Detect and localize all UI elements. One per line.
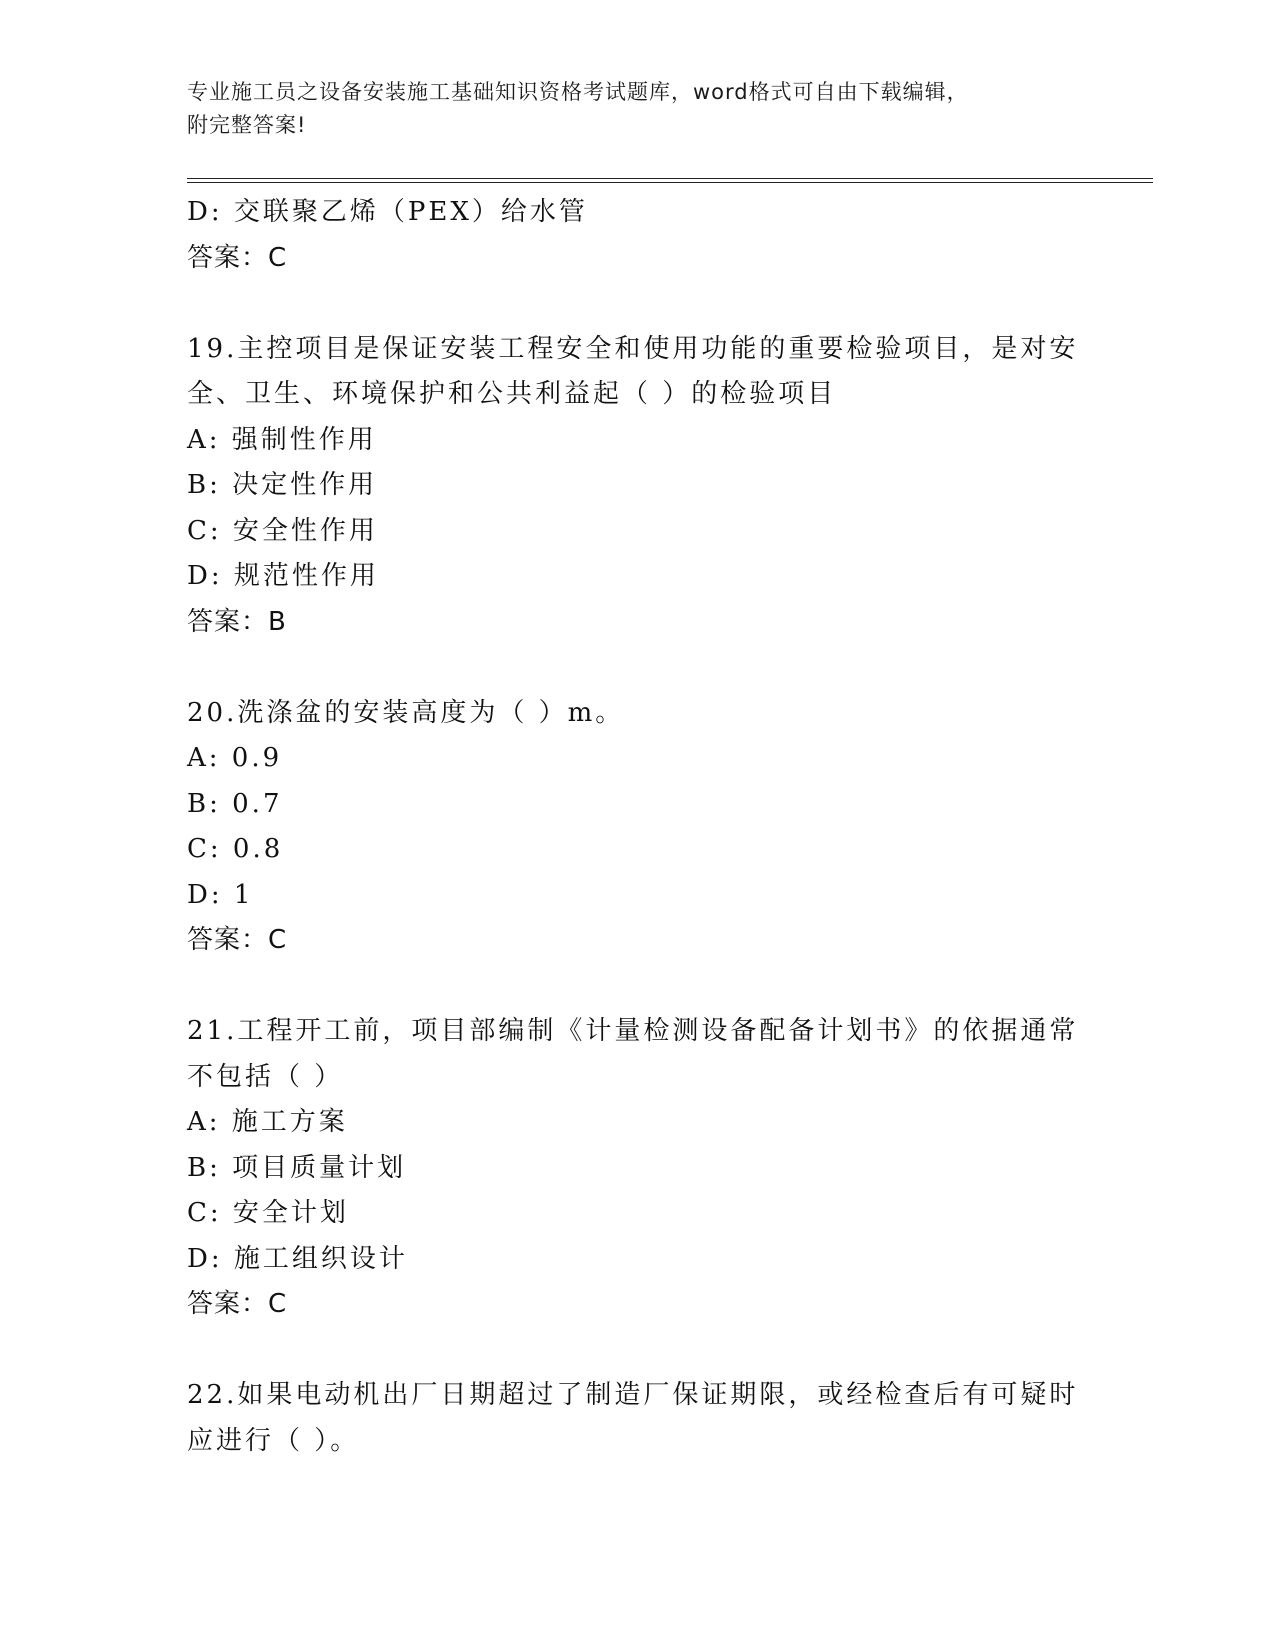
question-20-answer: 答案：C — [187, 925, 288, 955]
question-22-stem-line-2: 应进行（ ）。 — [187, 1425, 360, 1456]
question-19-stem-line-1: 19.主控项目是保证安装工程安全和使用功能的重要检验项目，是对安 — [187, 333, 1079, 364]
question-21-option-c: C: 安全计划 — [187, 1198, 349, 1228]
spacer — [187, 964, 1087, 1010]
document-header-note — [187, 76, 1087, 142]
question-19-option-a: A: 强制性作用 — [187, 424, 377, 455]
question-22-stem-line-1: 22.如果电动机出厂日期超过了制造厂保证期限，或经检查后有可疑时 — [187, 1380, 1079, 1410]
question-19-option-d: D: 规范性作用 — [187, 561, 379, 591]
question-19-option-b: B: 决定性作用 — [187, 470, 378, 500]
question-19 — [187, 327, 1087, 646]
question-21-stem-line-2: 不包括（ ） — [187, 1061, 344, 1092]
question-20-option-c: C: 0.8 — [187, 834, 284, 864]
question-20-option-b: B: 0.7 — [187, 788, 283, 819]
question-19-stem-line-2: 全、卫生、环境保护和公共利益起（ ）的检验项目 — [187, 379, 837, 409]
question-21-option-b: B: 项目质量计划 — [187, 1152, 407, 1183]
question-19-answer: 答案：B — [187, 606, 287, 637]
question-20-option-d: D: 1 — [187, 879, 254, 910]
question-21-option-d: D: 施工组织设计 — [187, 1243, 408, 1274]
spacer — [187, 281, 1087, 327]
question-list — [187, 190, 1087, 1464]
question-21-answer: 答案：C — [187, 1289, 288, 1319]
spacer — [187, 645, 1087, 691]
question-19-option-c: C: 安全性作用 — [187, 515, 378, 546]
header-line-1: 专业施工员之设备安装施工基础知识资格考试题库，word格式可自由下载编辑， — [187, 80, 969, 104]
prev-answer: 答案：C — [187, 242, 288, 273]
question-21-option-a: A: 施工方案 — [187, 1107, 348, 1137]
header-divider — [187, 178, 1153, 183]
question-22 — [187, 1373, 1087, 1464]
question-20 — [187, 691, 1087, 964]
spacer — [187, 1328, 1087, 1374]
question-21-stem-line-1: 21.工程开工前，项目部编制《计量检测设备配备计划书》的依据通常 — [187, 1016, 1079, 1046]
question-21 — [187, 1009, 1087, 1328]
header-line-2: 附完整答案! — [187, 113, 307, 137]
question-20-option-a: A: 0.9 — [187, 743, 283, 773]
question-20-stem-line-1: 20.洗涤盆的安装高度为（ ）m。 — [187, 697, 625, 728]
prev-option-d: D: 交联聚乙烯（PEX）给水管 — [187, 197, 588, 227]
